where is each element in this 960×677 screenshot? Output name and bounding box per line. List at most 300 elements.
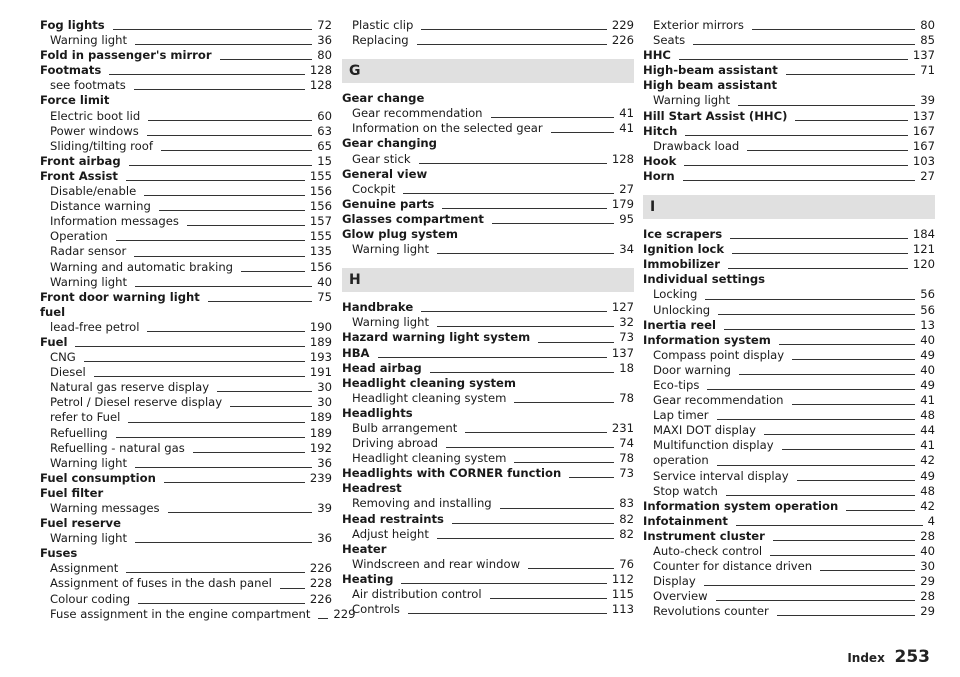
page-reference[interactable]: 73 — [619, 330, 634, 345]
entry-label: Overview — [653, 589, 708, 604]
leader-line — [684, 165, 908, 166]
leader-line — [736, 525, 923, 526]
page-reference[interactable]: 65 — [317, 138, 332, 153]
page-reference[interactable]: 82 — [619, 511, 634, 526]
entry-label: Warning messages — [50, 501, 160, 515]
index-heading: Headlights — [342, 405, 413, 420]
index-subentry[interactable] — [342, 557, 634, 572]
leader-line — [135, 286, 312, 287]
page-reference[interactable]: 27 — [619, 181, 634, 196]
index-entry[interactable] — [643, 529, 935, 544]
leader-line — [442, 208, 607, 209]
index-subentry[interactable] — [643, 378, 935, 393]
leader-line — [685, 135, 908, 136]
index-subentry[interactable] — [40, 365, 332, 380]
entry-label: Warning and automatic braking — [50, 259, 234, 274]
index-subentry[interactable] — [643, 559, 935, 574]
entry-label: Ice scrapers — [643, 227, 723, 242]
index-subentry[interactable] — [643, 18, 935, 33]
entry-label: Immobilizer — [643, 257, 720, 272]
leader-line — [148, 120, 312, 121]
index-heading: Fuses — [40, 546, 78, 561]
index-entry[interactable] — [643, 333, 935, 348]
index-subentry[interactable] — [643, 393, 935, 408]
leader-line — [551, 132, 615, 133]
index-heading: fuel — [40, 304, 66, 319]
entry-label: operation — [653, 453, 709, 468]
page-reference[interactable]: 137 — [912, 108, 935, 123]
index-subentry[interactable] — [643, 484, 935, 499]
index-subentry[interactable] — [342, 496, 634, 511]
page-reference[interactable]: 121 — [912, 242, 935, 257]
page-reference[interactable]: 191 — [309, 365, 332, 380]
entry-label: Plastic clip — [352, 18, 414, 32]
entry-label: Operation — [50, 229, 108, 244]
page-reference[interactable]: 228 — [309, 576, 332, 591]
leader-line — [144, 195, 305, 196]
page-reference[interactable]: 29 — [920, 604, 935, 619]
index-subentry[interactable] — [40, 531, 332, 546]
page-reference[interactable]: 56 — [920, 287, 935, 302]
index-subentry[interactable] — [342, 242, 634, 257]
page-reference[interactable]: 239 — [309, 470, 332, 485]
entry-label: Unlocking — [653, 302, 711, 317]
page-reference[interactable]: 189 — [309, 425, 332, 440]
index-entry[interactable] — [643, 169, 935, 184]
index-subentry[interactable] — [40, 320, 332, 335]
index-entry[interactable] — [342, 572, 634, 587]
index-subentry[interactable] — [40, 78, 332, 93]
index-subentry[interactable] — [342, 152, 634, 167]
page-reference[interactable]: 167 — [912, 123, 935, 138]
page-reference[interactable]: 231 — [611, 420, 634, 435]
page-reference[interactable]: 30 — [317, 380, 332, 395]
index-subentry[interactable] — [40, 410, 332, 425]
page-reference[interactable]: 41 — [920, 438, 935, 453]
entry-label: Distance warning — [50, 199, 151, 214]
page-reference[interactable]: 42 — [920, 498, 935, 513]
page-reference[interactable]: 78 — [619, 390, 634, 405]
index-subentry[interactable] — [342, 33, 634, 48]
index-subentry[interactable] — [342, 121, 634, 136]
leader-line — [779, 344, 915, 345]
index-subentry[interactable] — [40, 139, 332, 154]
leader-line — [705, 299, 915, 300]
leader-line — [786, 74, 915, 75]
page-reference[interactable]: 48 — [920, 483, 935, 498]
index-heading: Glow plug system — [342, 227, 458, 242]
leader-line — [777, 615, 916, 616]
page-reference[interactable]: 113 — [611, 602, 634, 617]
page-reference[interactable]: 32 — [619, 315, 634, 330]
index-subentry[interactable] — [643, 589, 935, 604]
page-reference[interactable]: 15 — [317, 153, 332, 168]
entry-label: Service interval display — [653, 468, 789, 483]
page-reference[interactable]: 41 — [619, 121, 634, 136]
page-reference[interactable]: 83 — [619, 496, 634, 511]
index-entry[interactable] — [342, 361, 634, 376]
entry-label: Petrol / Diesel reserve display — [50, 395, 223, 410]
entry-label: Fuel consumption — [40, 470, 156, 485]
leader-line — [773, 540, 915, 541]
page-reference[interactable]: 40 — [317, 274, 332, 289]
index-entry[interactable] — [342, 197, 634, 212]
leader-line — [747, 150, 908, 151]
entry-label: Multifunction display — [653, 438, 774, 453]
entry-label: Natural gas reserve display — [50, 380, 210, 395]
index-entry[interactable] — [342, 330, 634, 345]
entry-label: Fold in passenger's mirror — [40, 48, 212, 63]
page-reference[interactable]: 190 — [309, 319, 332, 334]
index-subentry[interactable] — [643, 303, 935, 318]
index-entry[interactable] — [643, 257, 935, 272]
entry-label: Front airbag — [40, 153, 121, 168]
page-reference[interactable]: 41 — [619, 106, 634, 121]
entry-label: Electric boot lid — [50, 108, 141, 123]
leader-line — [417, 44, 607, 45]
index-subentry[interactable] — [643, 93, 935, 108]
index-subentry[interactable] — [643, 348, 935, 363]
leader-line — [437, 326, 614, 327]
page-reference[interactable]: 128 — [309, 63, 332, 78]
page-reference[interactable]: 80 — [317, 48, 332, 63]
index-subentry[interactable] — [342, 436, 634, 451]
page-reference[interactable]: 103 — [912, 153, 935, 168]
index-subentry[interactable] — [342, 182, 634, 197]
index-subentry[interactable] — [643, 544, 935, 559]
index-entry[interactable] — [643, 242, 935, 257]
index-entry[interactable] — [643, 499, 935, 514]
index-column-3 — [643, 18, 935, 619]
page-reference[interactable]: 78 — [619, 451, 634, 466]
index-subentry[interactable] — [40, 606, 356, 622]
leader-line — [109, 74, 305, 75]
page-reference[interactable]: 128 — [611, 151, 634, 166]
entry-label: Information on the selected gear — [352, 121, 543, 136]
index-subentry[interactable] — [40, 109, 332, 124]
page-reference[interactable]: 80 — [920, 18, 935, 32]
entry-label: Gear stick — [352, 151, 411, 166]
entry-label: Gear recommendation — [653, 393, 784, 408]
footer-section-label: Index — [847, 651, 885, 665]
leader-line — [408, 613, 607, 614]
page-reference[interactable]: 192 — [309, 440, 332, 455]
page-reference[interactable]: 189 — [309, 334, 332, 349]
leader-line — [403, 193, 614, 194]
entry-label: Hill Start Assist (HHC) — [643, 108, 788, 123]
entry-label: Instrument cluster — [643, 528, 765, 543]
index-subentry[interactable] — [643, 287, 935, 302]
entry-label: Auto-check control — [653, 544, 763, 558]
entry-label: Infotainment — [643, 513, 728, 528]
index-subentry[interactable] — [643, 453, 935, 468]
index-entry[interactable] — [40, 63, 332, 78]
index-subentry[interactable] — [643, 469, 935, 484]
entry-label: Removing and installing — [352, 496, 492, 511]
leader-line — [220, 59, 313, 60]
entry-label: Front Assist — [40, 168, 118, 183]
page-reference[interactable]: 226 — [309, 591, 332, 606]
entry-label: Ignition lock — [643, 242, 725, 257]
page-reference[interactable]: 30 — [920, 559, 935, 574]
page-reference[interactable]: 184 — [912, 227, 935, 242]
index-subentry[interactable] — [40, 501, 332, 516]
page-reference[interactable]: 82 — [619, 526, 634, 541]
entry-label: Bulb arrangement — [352, 420, 458, 435]
page-reference[interactable]: 74 — [619, 436, 634, 451]
leader-line — [437, 253, 614, 254]
entry-label: Handbrake — [342, 300, 414, 315]
page-reference[interactable]: 49 — [920, 377, 935, 392]
index-subentry[interactable] — [342, 106, 634, 121]
entry-label: Refuelling - natural gas — [50, 440, 185, 455]
page-reference[interactable]: 226 — [611, 33, 634, 48]
index-subentry[interactable] — [40, 184, 332, 199]
leader-line — [116, 240, 305, 241]
page-reference[interactable]: 18 — [619, 360, 634, 375]
page-reference[interactable]: 60 — [317, 108, 332, 123]
index-entry[interactable] — [342, 212, 634, 227]
leader-line — [782, 449, 916, 450]
index-subentry[interactable] — [40, 441, 332, 456]
index-entry[interactable] — [342, 512, 634, 527]
page-reference[interactable]: 73 — [619, 466, 634, 481]
entry-label: Locking — [653, 287, 698, 302]
leader-line — [846, 510, 915, 511]
entry-label: Fuel — [40, 334, 68, 349]
page-reference[interactable]: 40 — [920, 332, 935, 347]
leader-line — [421, 311, 607, 312]
page-reference[interactable]: 13 — [920, 317, 935, 332]
section-letter-header: I — [643, 195, 935, 219]
index-subentry[interactable] — [643, 604, 935, 619]
leader-line — [135, 542, 312, 543]
page-reference[interactable]: 71 — [920, 63, 935, 78]
index-heading: Gear change — [342, 91, 425, 106]
index-entry[interactable] — [643, 109, 935, 124]
index-entry[interactable] — [40, 18, 332, 33]
page-reference[interactable]: 49 — [920, 347, 935, 362]
leader-line — [739, 374, 915, 375]
index-entry[interactable] — [40, 335, 332, 350]
entry-label: Horn — [643, 168, 675, 183]
entry-label: Sliding/tilting roof — [50, 138, 153, 153]
index-subentry[interactable] — [40, 33, 332, 48]
page-reference[interactable]: 128 — [309, 78, 332, 93]
page-reference[interactable]: 28 — [920, 528, 935, 543]
leader-line — [126, 572, 305, 573]
index-entry[interactable] — [643, 227, 935, 242]
leader-line — [401, 583, 606, 584]
leader-line — [159, 210, 305, 211]
page-reference[interactable]: 156 — [309, 259, 332, 274]
index-subentry[interactable] — [643, 574, 935, 589]
index-entry[interactable] — [342, 300, 634, 315]
page-reference[interactable]: 193 — [309, 350, 332, 365]
index-subentry[interactable] — [40, 395, 332, 410]
entry-label: Display — [653, 574, 696, 589]
page-reference[interactable]: 27 — [920, 168, 935, 183]
index-subentry[interactable] — [643, 363, 935, 378]
index-subentry[interactable] — [40, 124, 332, 139]
page-reference[interactable]: 4 — [927, 513, 935, 528]
entry-label: Headlights with CORNER function — [342, 466, 562, 481]
leader-line — [820, 570, 915, 571]
index-subentry[interactable] — [40, 592, 332, 607]
leader-line — [717, 419, 916, 420]
entry-label: HHC — [643, 48, 671, 63]
index-subentry[interactable] — [40, 456, 332, 471]
page-reference[interactable]: 115 — [611, 587, 634, 601]
page-reference[interactable]: 36 — [317, 455, 332, 470]
page-reference[interactable]: 40 — [920, 544, 935, 558]
page-reference[interactable]: 34 — [619, 242, 634, 257]
page-reference[interactable]: 49 — [920, 468, 935, 483]
page-reference[interactable]: 156 — [309, 199, 332, 214]
entry-label: Assignment — [50, 561, 119, 576]
page-number: 253 — [894, 647, 930, 667]
page-reference[interactable]: 28 — [920, 589, 935, 604]
index-entry[interactable] — [40, 471, 332, 486]
page-reference[interactable]: 226 — [309, 561, 332, 576]
page-reference[interactable]: 36 — [317, 33, 332, 48]
entry-label: Refuelling — [50, 425, 108, 440]
index-entry[interactable] — [643, 318, 935, 333]
index-subentry[interactable] — [40, 350, 332, 365]
index-subentry[interactable] — [342, 587, 634, 602]
page-reference[interactable]: 137 — [611, 345, 634, 360]
page-reference[interactable]: 135 — [309, 244, 332, 259]
index-subentry[interactable] — [40, 426, 332, 441]
index-subentry[interactable] — [342, 527, 634, 542]
entry-label: Disable/enable — [50, 184, 137, 199]
leader-line — [693, 44, 915, 45]
page-reference[interactable]: 189 — [309, 410, 332, 425]
index-subentry[interactable] — [643, 423, 935, 438]
leader-line — [419, 163, 607, 164]
index-entry[interactable] — [643, 124, 935, 139]
index-entry[interactable] — [643, 63, 935, 78]
index-entry[interactable] — [40, 169, 332, 184]
page-reference[interactable]: 157 — [309, 214, 332, 229]
leader-line — [718, 314, 915, 315]
page-reference[interactable]: 85 — [920, 33, 935, 48]
index-subentry[interactable] — [40, 561, 332, 576]
entry-label: refer to Fuel — [50, 410, 121, 425]
page-reference[interactable]: 63 — [317, 123, 332, 138]
leader-line — [318, 618, 328, 619]
index-subentry[interactable] — [40, 576, 332, 591]
page-reference[interactable]: 75 — [317, 289, 332, 304]
leader-line — [679, 59, 908, 60]
index-subentry[interactable] — [40, 229, 332, 244]
page-reference[interactable]: 39 — [920, 93, 935, 108]
page-reference[interactable]: 112 — [611, 571, 634, 586]
index-subentry[interactable] — [643, 438, 935, 453]
index-subentry[interactable] — [40, 275, 332, 290]
entry-label: Information system — [643, 332, 771, 347]
index-subentry[interactable] — [643, 139, 935, 154]
index-subentry[interactable] — [40, 214, 332, 229]
index-entry[interactable] — [40, 290, 332, 305]
leader-line — [500, 508, 615, 509]
index-subentry[interactable] — [342, 602, 634, 617]
leader-line — [75, 346, 304, 347]
index-subentry[interactable] — [40, 244, 332, 259]
page-reference[interactable]: 44 — [920, 423, 935, 438]
entry-label: Assignment of fuses in the dash panel — [50, 576, 272, 591]
index-entry[interactable] — [40, 154, 332, 169]
page-reference[interactable]: 29 — [920, 574, 935, 589]
index-subentry[interactable] — [643, 33, 935, 48]
leader-line — [683, 180, 916, 181]
page-reference[interactable]: 42 — [920, 453, 935, 468]
leader-line — [704, 585, 915, 586]
page-reference[interactable]: 229 — [333, 606, 356, 621]
index-subentry[interactable] — [40, 260, 332, 275]
entry-label: Hook — [643, 153, 677, 168]
page-reference[interactable]: 120 — [912, 257, 935, 272]
index-subentry[interactable] — [342, 391, 634, 406]
entry-label: Windscreen and rear window — [352, 556, 521, 571]
index-entry[interactable] — [643, 48, 935, 63]
index-entry[interactable] — [643, 154, 935, 169]
index-subentry[interactable] — [342, 315, 634, 330]
index-subentry[interactable] — [342, 18, 634, 33]
page-reference[interactable]: 95 — [619, 211, 634, 226]
leader-line — [113, 29, 313, 30]
leader-line — [492, 223, 614, 224]
index-entry[interactable] — [342, 466, 634, 481]
page-reference[interactable]: 155 — [309, 229, 332, 244]
index-subentry[interactable] — [643, 408, 935, 423]
index-subentry[interactable] — [342, 451, 634, 466]
page-reference[interactable]: 167 — [912, 138, 935, 153]
leader-line — [161, 150, 312, 151]
leader-line — [147, 135, 312, 136]
index-subentry[interactable] — [40, 199, 332, 214]
page-reference[interactable]: 36 — [317, 531, 332, 546]
entry-label: Radar sensor — [50, 244, 127, 259]
page-reference[interactable]: 229 — [611, 18, 634, 32]
page-reference[interactable]: 48 — [920, 408, 935, 423]
entry-label: lead-free petrol — [50, 319, 140, 334]
index-entry[interactable] — [40, 48, 332, 63]
index-subentry[interactable] — [342, 421, 634, 436]
leader-line — [724, 329, 915, 330]
index-subentry[interactable] — [40, 380, 332, 395]
page-reference[interactable]: 30 — [317, 395, 332, 410]
page-reference[interactable]: 76 — [619, 556, 634, 571]
entry-label: Cockpit — [352, 181, 396, 196]
entry-label: Compass point display — [653, 347, 785, 362]
page-reference[interactable]: 179 — [611, 196, 634, 211]
page-reference[interactable]: 156 — [309, 184, 332, 199]
page-reference[interactable]: 40 — [920, 362, 935, 377]
index-entry[interactable] — [342, 346, 634, 361]
index-entry[interactable] — [643, 514, 935, 529]
page-reference[interactable]: 56 — [920, 302, 935, 317]
page-reference[interactable]: 72 — [317, 18, 332, 32]
page-reference[interactable]: 39 — [317, 501, 332, 515]
page-footer — [847, 647, 930, 667]
leader-line — [208, 301, 312, 302]
page-reference[interactable]: 155 — [309, 168, 332, 183]
page-reference[interactable]: 41 — [920, 393, 935, 408]
page-reference[interactable]: 127 — [611, 300, 634, 315]
entry-label: Hazard warning light system — [342, 330, 531, 345]
page-reference[interactable]: 137 — [912, 48, 935, 63]
